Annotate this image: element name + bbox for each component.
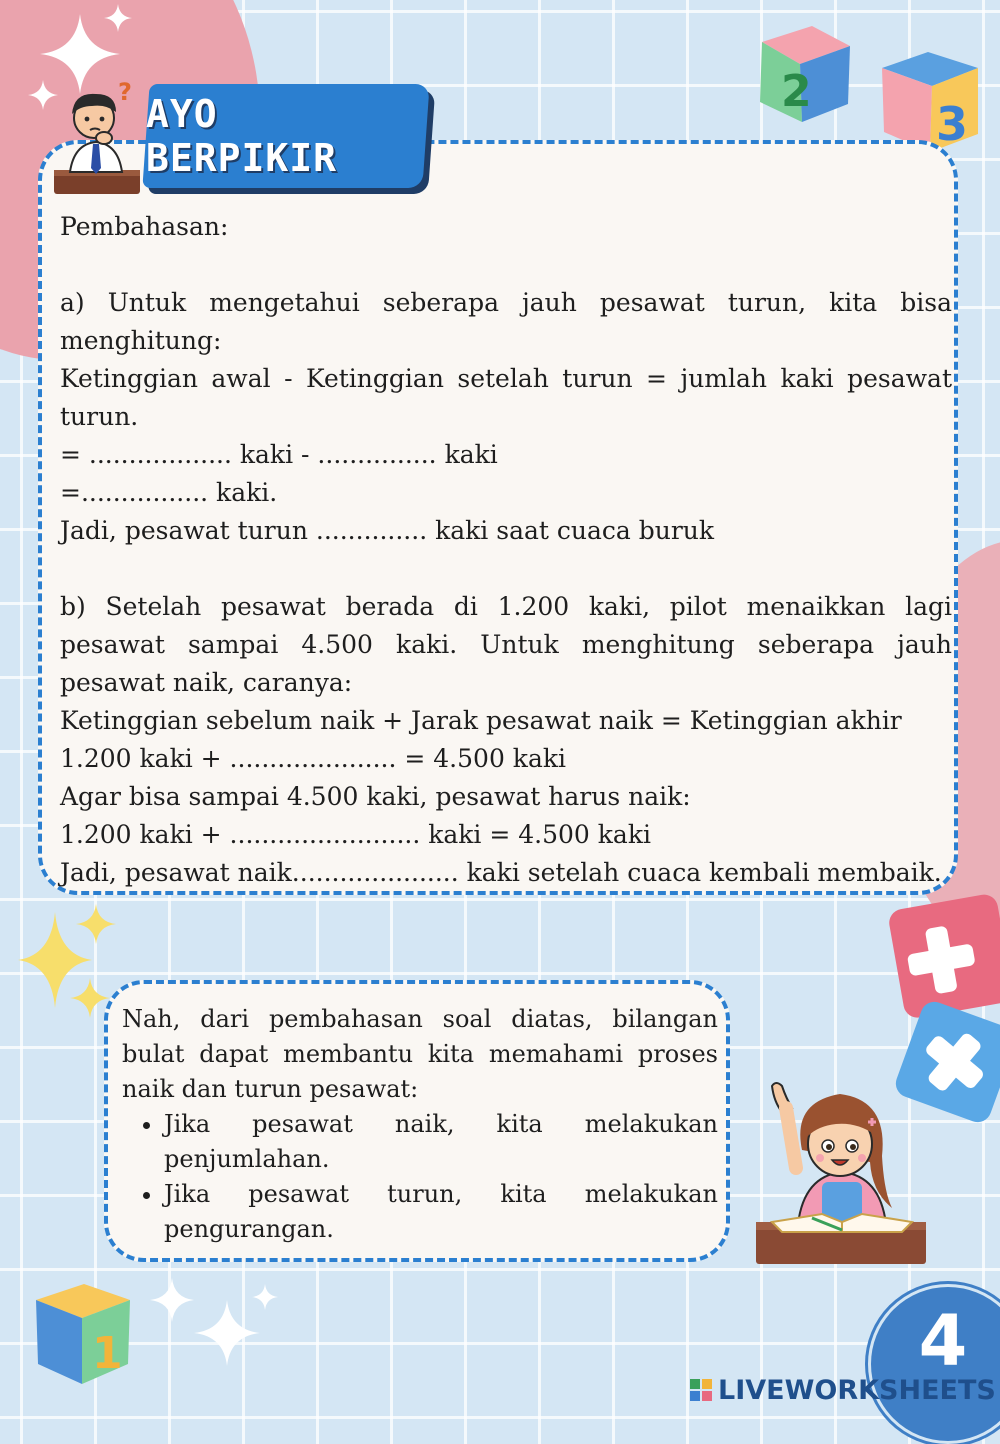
explanation-card (38, 140, 958, 895)
number-cube-1 (30, 1278, 134, 1388)
part-a-blank-1[interactable]: = .................. kaki - ............... kaki (60, 440, 498, 469)
cube-number: 1 (92, 1328, 123, 1379)
number-cube-2 (752, 20, 856, 128)
liveworksheets-logo-icon (690, 1379, 712, 1401)
sparkle-icon (76, 904, 116, 944)
svg-text:?: ? (118, 78, 132, 106)
list-item: • Jika pesawat turun, kita melakukan pengurangan. (164, 1177, 718, 1247)
sparkle-icon (150, 1278, 194, 1322)
cube-number: 3 (936, 97, 969, 151)
thinking-boy-icon (46, 78, 146, 196)
sparkle-icon (104, 4, 132, 32)
part-b-blank-2[interactable]: 1.200 kaki + ........................ kaki = 4.500 kaki (60, 820, 651, 849)
title-banner (142, 84, 429, 188)
part-b-statement: Agar bisa sampai 4.500 kaki, pesawat harus naik: (60, 782, 691, 811)
explanation-heading: Pembahasan: (60, 212, 229, 241)
part-a-conclusion[interactable]: Jadi, pesawat turun .............. kaki saat cuaca buruk (60, 516, 715, 545)
part-a-intro: a) Untuk mengetahui seberapa jauh pesawat turun, kita bisa menghitung: (60, 288, 952, 355)
sparkle-icon (194, 1300, 260, 1366)
sparkle-icon (252, 1284, 278, 1310)
cube-number: 2 (781, 66, 812, 117)
page-number: 4 (918, 1300, 968, 1382)
page-title: AYO BERPIKIR (146, 92, 338, 180)
summary-list (122, 1107, 718, 1247)
part-b-conclusion[interactable]: Jadi, pesawat naik..................... kaki setelah cuaca kembali membaik. (60, 858, 942, 887)
summary-card (104, 980, 730, 1262)
brand-text: LIVEWORKSHEETS (718, 1374, 996, 1406)
summary-intro: Nah, dari pembahasan soal diatas, bilangan bulat dapat membantu kita memahami proses naik dan turun pesawat: (122, 1005, 718, 1103)
liveworksheets-logo[interactable] (690, 1372, 996, 1408)
part-b-formula: Ketinggian sebelum naik + Jarak pesawat naik = Ketinggian akhir (60, 706, 902, 735)
part-a-blank-2[interactable]: =................ kaki. (60, 478, 278, 507)
blank-line (60, 246, 952, 284)
blank-line (60, 550, 952, 588)
summary-content (122, 1002, 718, 1247)
part-b-intro: b) Setelah pesawat berada di 1.200 kaki, pilot menaikkan lagi pesawat sampai 4.500 kaki. Untuk menghitung seberapa jauh pesawat naik, caranya: (60, 592, 952, 697)
part-b-blank-1[interactable]: 1.200 kaki + ..................... = 4.500 kaki (60, 744, 566, 773)
part-a-formula: Ketinggian awal - Ketinggian setelah turun = jumlah kaki pesawat turun. (60, 364, 952, 431)
list-item: • Jika pesawat naik, kita melakukan penjumlahan. (164, 1107, 718, 1177)
explanation-content (60, 208, 952, 892)
waving-girl-icon (752, 1072, 928, 1272)
